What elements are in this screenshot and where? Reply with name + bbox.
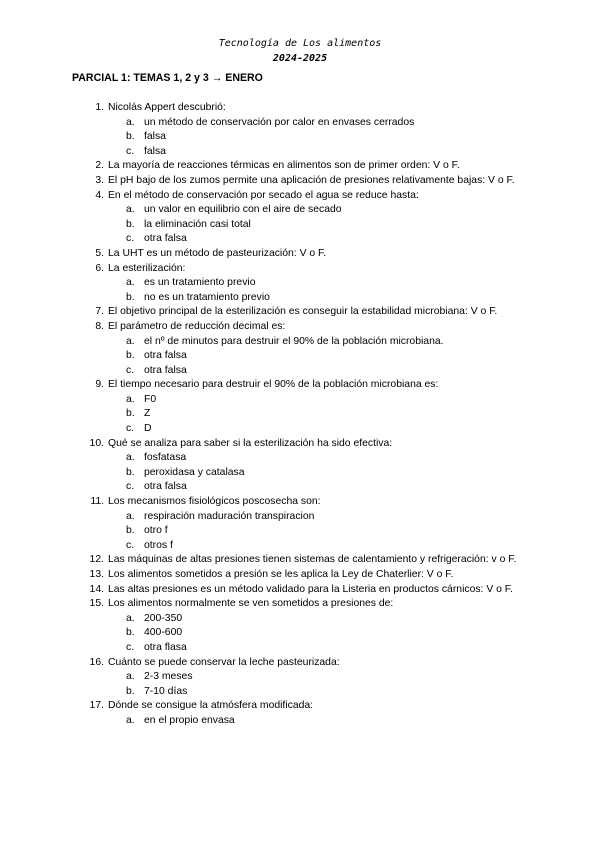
option-letter: b. [126,525,135,537]
option-text: 2-3 meses [144,671,193,683]
answer-option [0,641,600,656]
question-list [0,101,600,729]
option-text: respiración maduración transpiracion [144,510,315,522]
option-text: Z [144,408,151,420]
question-3 [0,174,600,189]
answer-option [0,203,600,218]
option-letter: c. [126,539,135,551]
question-text: Las altas presiones es un método validado para la Listeria en productos cárnicos: V o F. [108,583,513,595]
question-text: Nicolás Appert descubrió: [108,102,226,113]
option-text: en el propio envasa [144,714,235,726]
answer-option [0,524,600,539]
option-letter: b. [126,685,135,697]
answer-option [0,130,600,145]
option-text: 7-10 días [144,685,188,697]
option-letter: a. [126,277,135,289]
option-letter: a. [126,612,135,624]
question-1 [0,101,600,116]
question-4 [0,189,600,204]
question-number: 7. [95,306,104,318]
option-text: falsa [144,131,166,143]
question-text: Los mecanismos fisiológicos poscosecha son: [108,496,321,508]
exam-title: PARCIAL 1: TEMAS 1, 2 y 3 → ENERO [72,72,263,84]
question-text: Qué se analiza para saber si la esterilización ha sido efectiva: [108,437,393,449]
option-letter: b. [126,350,135,362]
question-number: 14. [89,583,104,595]
question-number: 2. [95,160,104,172]
question-16 [0,656,600,671]
question-text: Las máquinas de altas presiones tienen sistemas de calentamiento y refrigeración: v o F. [108,554,517,566]
option-letter: a. [126,510,135,522]
answer-option [0,335,600,350]
document-header [0,36,600,66]
option-letter: b. [126,131,135,143]
question-text: Cuánto se puede conservar la leche pasteurizada: [108,656,340,668]
question-number: 1. [95,102,104,113]
question-text: La mayoría de reacciones térmicas en alimentos son de primer orden: V o F. [108,160,460,172]
question-text: El pH bajo de los zumos permite una aplicación de presiones relativamente bajas: V o F. [108,174,515,186]
option-text: la eliminación casi total [144,218,251,230]
question-text: En el método de conservación por secado el agua se reduce hasta: [108,189,419,201]
question-number: 4. [95,189,104,201]
question-number: 15. [89,598,104,610]
option-text: otro f [144,525,168,537]
option-text: es un tratamiento previo [144,277,256,289]
option-letter: a. [126,393,135,405]
option-text: otra falsa [144,233,187,245]
answer-option [0,291,600,306]
answer-option [0,349,600,364]
option-text: falsa [144,145,166,157]
option-text: otra falsa [144,350,187,362]
answer-option [0,276,600,291]
question-number: 9. [95,379,104,391]
answer-option [0,466,600,481]
option-letter: a. [126,116,135,128]
option-letter: c. [126,364,135,376]
option-text: el nº de minutos para destruir el 90% de la población microbiana. [144,335,444,347]
question-text: El tiempo necesario para destruir el 90% de la población microbiana es: [108,379,439,391]
option-letter: c. [126,145,135,157]
question-number: 11. [90,496,104,508]
option-text: otra falsa [144,364,187,376]
option-text: D [144,423,152,435]
option-letter: b. [126,627,135,639]
course-title: Tecnología de Los alimentos [218,38,382,49]
question-number: 3. [95,174,104,186]
answer-option [0,218,600,233]
question-text: Los alimentos sometidos a presión se les aplica la Ley de Chaterlier: V o F. [108,569,454,580]
question-6 [0,262,600,277]
question-7 [0,305,600,320]
answer-option [0,407,600,422]
question-number: 16. [89,656,104,668]
option-text: no es un tratamiento previo [144,291,270,303]
option-text: F0 [144,393,157,405]
option-letter: b. [126,408,135,420]
answer-option [0,232,600,247]
option-text: 200-350 [144,612,183,624]
answer-option [0,685,600,700]
question-10 [0,437,600,452]
answer-option [0,422,600,437]
question-15 [0,597,600,612]
answer-option [0,612,600,627]
option-letter: c. [126,481,135,493]
academic-year: 2024-2025 [272,53,328,64]
answer-option [0,116,600,131]
question-number: 8. [95,320,104,332]
answer-option [0,626,600,641]
question-number: 6. [95,262,104,274]
answer-option [0,451,600,466]
option-letter: a. [126,452,135,464]
option-text: un método de conservación por calor en envases cerrados [144,116,415,128]
option-text: otra falsa [144,481,187,493]
question-number: 12. [89,554,104,566]
question-number: 5. [95,247,104,259]
question-text: El objetivo principal de la esterilización es conseguir la estabilidad microbiana: V o F. [108,306,498,318]
answer-option [0,480,600,495]
answer-option [0,539,600,554]
option-letter: a. [126,671,135,683]
answer-option [0,670,600,685]
option-text: fosfatasa [144,452,187,464]
question-9 [0,378,600,393]
option-letter: b. [126,218,135,230]
question-13 [0,568,600,583]
question-17 [0,699,600,714]
question-text: La esterilización: [108,262,186,274]
question-text: Los alimentos normalmente se ven sometidos a presiones de: [108,598,394,610]
option-letter: c. [126,233,135,245]
answer-option [0,364,600,379]
option-text: 400-600 [144,627,183,639]
answer-option [0,714,600,729]
option-letter: a. [126,335,135,347]
question-number: 10. [89,437,104,449]
question-14 [0,583,600,598]
question-text: La UHT es un método de pasteurización: V o F. [108,247,327,259]
option-letter: c. [126,641,135,653]
question-number: 17. [89,700,104,712]
option-letter: b. [126,291,135,303]
option-text: un valor en equilibrio con el aire de secado [144,204,342,216]
option-text: otra flasa [144,641,187,653]
question-8 [0,320,600,335]
answer-option [0,510,600,525]
option-letter: c. [126,423,135,435]
question-5 [0,247,600,262]
option-letter: a. [126,204,135,216]
question-text: Dónde se consigue la atmósfera modificada: [108,700,314,712]
question-number: 13. [89,569,104,580]
answer-option [0,145,600,160]
question-text: El parámetro de reducción decimal es: [108,320,286,332]
answer-option [0,393,600,408]
question-2 [0,159,600,174]
option-letter: b. [126,466,135,478]
option-text: otros f [144,539,173,551]
question-11 [0,495,600,510]
question-12 [0,553,600,568]
option-text: peroxidasa y catalasa [144,466,245,478]
option-letter: a. [126,714,135,726]
